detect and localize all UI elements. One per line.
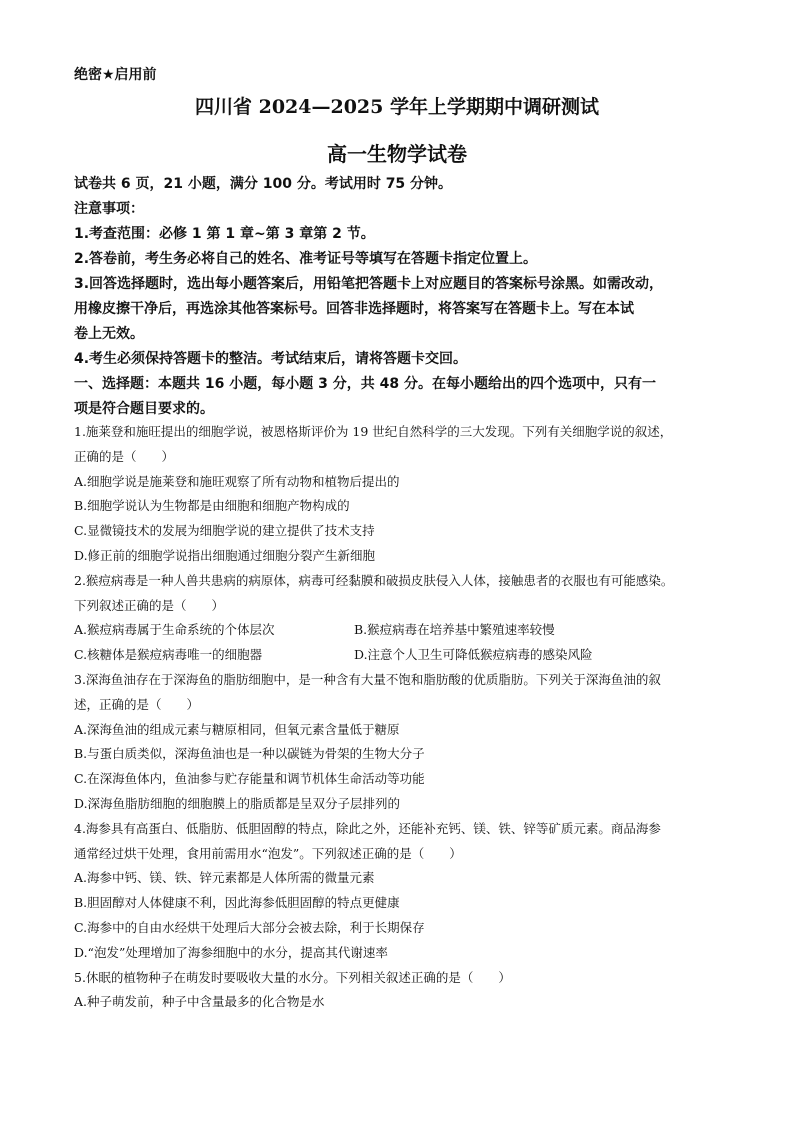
q4-stem-line-1: 4.海参具有高蛋白、低脂肪、低胆固醇的特点，除此之外，还能补充钙、镁、铁、锌等矿质元素。商品海参 — [74, 820, 661, 836]
secret-mark: 绝密★启用前 — [74, 67, 157, 83]
exam-subtitle: 高一生物学试卷 — [327, 142, 467, 166]
notes-heading: 注意事项： — [74, 201, 144, 217]
exam-title: 四川省 2024—2025 学年上学期期中调研测试 — [195, 96, 599, 118]
q4-stem-line-2: 通常经过烘干处理，食用前需用水“泡发”。下列叙述正确的是（ ） — [74, 845, 462, 861]
q4-option-b: B.胆固醇对人体健康不利，因此海参低胆固醇的特点更健康 — [74, 895, 400, 911]
q2-stem-line-1: 2.猴痘病毒是一种人兽共患病的病原体，病毒可经黏膜和破损皮肤侵入人体，接触患者的衣服也有可能感染。 — [74, 572, 674, 588]
q2-stem-line-2: 下列叙述正确的是（ ） — [74, 597, 225, 613]
note-item-2: 2.答卷前，考生务必将自己的姓名、准考证号等填写在答题卡指定位置上。 — [74, 251, 538, 267]
section-heading-line-2: 项是符合题目要求的。 — [74, 401, 214, 417]
q3-option-c: C.在深海鱼体内，鱼油参与贮存能量和调节机体生命活动等功能 — [74, 771, 425, 787]
q4-option-c: C.海参中的自由水经烘干处理后大部分会被去除，利于长期保存 — [74, 919, 425, 935]
note-item-3-line-2: 用橡皮擦干净后，再选涂其他答案标号。回答非选择题时，将答案写在答题卡上。写在本试 — [74, 301, 634, 317]
note-item-1: 1.考查范围：必修 1 第 1 章~第 3 章第 2 节。 — [74, 226, 375, 242]
note-item-4: 4.考生必须保持答题卡的整洁。考试结束后，请将答题卡交回。 — [74, 351, 468, 367]
notes-block — [74, 172, 734, 422]
q2-option-d: D.注意个人卫生可降低猴痘病毒的感染风险 — [354, 647, 593, 663]
q3-option-d: D.深海鱼脂肪细胞的细胞膜上的脂质都是呈双分子层排列的 — [74, 795, 401, 811]
q1-option-d: D.修正前的细胞学说指出细胞通过细胞分裂产生新细胞 — [74, 547, 376, 563]
q2-options-row-1 — [74, 618, 734, 643]
q2-option-b: B.猴痘病毒在培养基中繁殖速率较慢 — [354, 622, 555, 638]
q3-option-b: B.与蛋白质类似，深海鱼油也是一种以碳链为骨架的生物大分子 — [74, 746, 425, 762]
note-item-3-line-3: 卷上无效。 — [74, 326, 144, 342]
note-item-3-line-1: 3.回答选择题时，选出每小题答案后，用铅笔把答题卡上对应题目的答案标号涂黑。如需改动， — [74, 276, 664, 292]
q1-stem-line-2: 正确的是（ ） — [74, 448, 175, 464]
q1-option-c: C.显微镜技术的发展为细胞学说的建立提供了技术支持 — [74, 523, 375, 539]
q2-option-a: A.猴痘病毒属于生命系统的个体层次 — [74, 622, 275, 638]
q5-stem-line-1: 5.休眠的植物种子在萌发时要吸收大量的水分。下列相关叙述正确的是（ ） — [74, 969, 511, 985]
q4-option-d: D.“泡发”处理增加了海参细胞中的水分，提高其代谢速率 — [74, 944, 388, 960]
q1-stem-line-1: 1.施莱登和施旺提出的细胞学说，被恩格斯评价为 19 世纪自然科学的三大发现。下列有关细胞学说的叙述， — [74, 424, 673, 439]
q1-option-b: B.细胞学说认为生物都是由细胞和细胞产物构成的 — [74, 498, 350, 514]
q5-option-a: A.种子萌发前，种子中含量最多的化合物是水 — [74, 994, 325, 1010]
q3-stem-line-1: 3.深海鱼油存在于深海鱼的脂肪细胞中，是一种含有大量不饱和脂肪酸的优质脂肪。下列关于深海鱼油的叙 — [74, 671, 661, 687]
q4-option-a: A.海参中钙、镁、铁、锌元素都是人体所需的微量元素 — [74, 870, 375, 886]
q2-options-row-2 — [74, 643, 734, 668]
exam-summary: 试卷共 6 页，21 小题，满分 100 分。考试用时 75 分钟。 — [74, 176, 453, 192]
q1-option-a: A.细胞学说是施莱登和施旺观察了所有动物和植物后提出的 — [74, 473, 400, 489]
q2-option-c: C.核糖体是猴痘病毒唯一的细胞器 — [74, 647, 263, 663]
questions-block — [74, 420, 734, 1015]
section-heading-line-1: 一、选择题：本题共 16 小题，每小题 3 分，共 48 分。在每小题给出的四个选项中，只有一 — [74, 376, 656, 392]
q3-stem-line-2: 述，正确的是（ ） — [74, 696, 200, 712]
q3-option-a: A.深海鱼油的组成元素与糖原相同，但氧元素含量低于糖原 — [74, 721, 400, 737]
